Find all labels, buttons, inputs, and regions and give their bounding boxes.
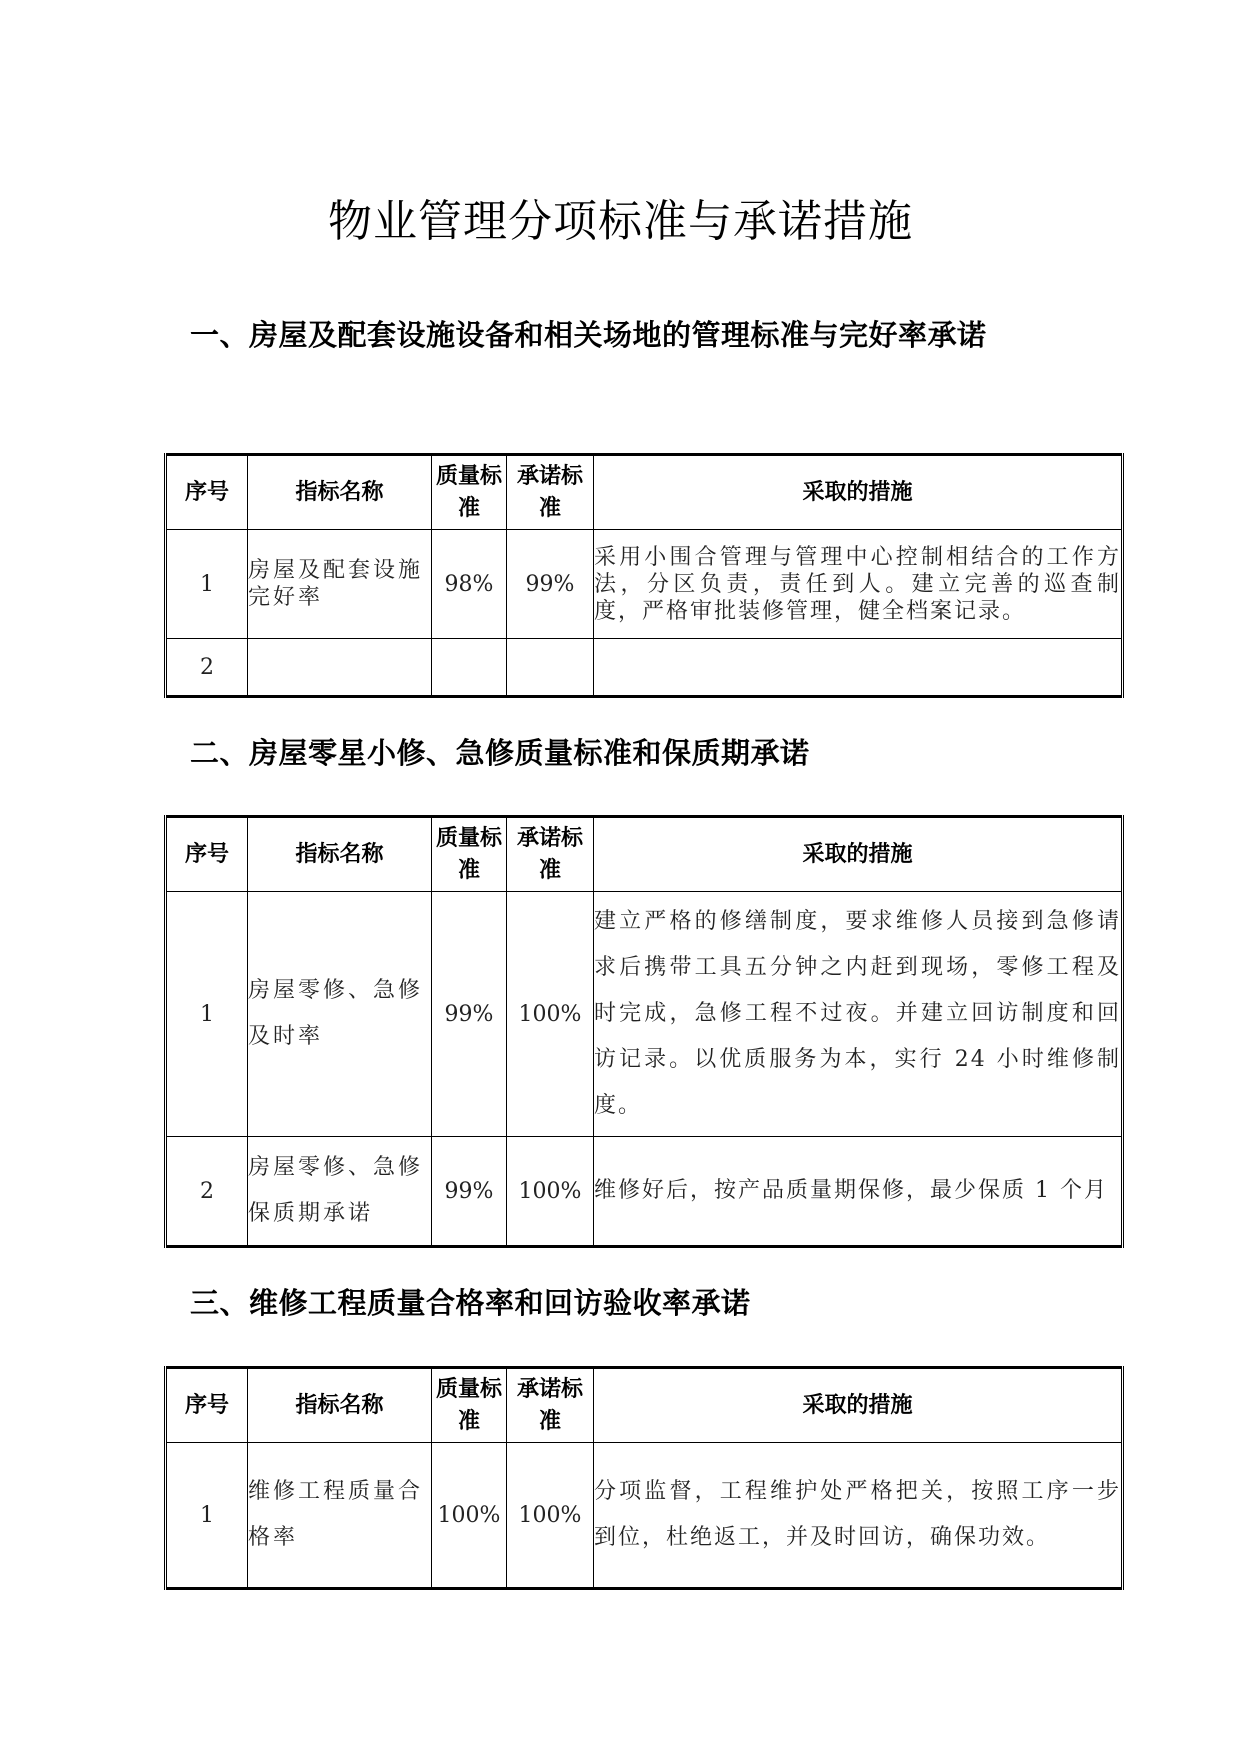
cell-quality: 99% (432, 1137, 507, 1247)
cell-seq: 2 (166, 1137, 248, 1247)
standards-table-3 (164, 1366, 1124, 1590)
header-quality: 质量标准 (432, 455, 507, 530)
header-name: 指标名称 (248, 455, 432, 530)
table-row (166, 530, 1123, 639)
table-row (166, 1137, 1123, 1247)
table-header-row (166, 455, 1123, 530)
cell-quality: 100% (432, 1443, 507, 1589)
cell-quality: 99% (432, 892, 507, 1137)
header-seq: 序号 (166, 1368, 248, 1443)
cell-seq: 1 (166, 530, 248, 639)
cell-name: 房屋零修、急修保质期承诺 (248, 1137, 432, 1247)
cell-name: 房屋零修、急修及时率 (248, 892, 432, 1137)
cell-name (248, 639, 432, 697)
cell-measures: 采用小围合管理与管理中心控制相结合的工作方法，分区负责，责任到人。建立完善的巡查制度，严格审批装修管理，健全档案记录。 (594, 530, 1123, 639)
header-name: 指标名称 (248, 1368, 432, 1443)
section-heading-3: 三、维修工程质量合格率和回访验收率承诺 (190, 1286, 751, 1320)
standards-table-2 (164, 815, 1124, 1248)
cell-name: 房屋及配套设施完好率 (248, 530, 432, 639)
section-heading-2: 二、房屋零星小修、急修质量标准和保质期承诺 (190, 736, 810, 770)
header-promise: 承诺标准 (507, 1368, 594, 1443)
table-header-row (166, 817, 1123, 892)
cell-seq: 1 (166, 1443, 248, 1589)
cell-promise: 100% (507, 1137, 594, 1247)
header-promise: 承诺标准 (507, 817, 594, 892)
cell-promise: 100% (507, 1443, 594, 1589)
cell-measures: 分项监督，工程维护处严格把关，按照工序一步到位，杜绝返工，并及时回访，确保功效。 (594, 1443, 1123, 1589)
cell-promise: 99% (507, 530, 594, 639)
cell-promise (507, 639, 594, 697)
cell-measures: 建立严格的修缮制度，要求维修人员接到急修请求后携带工具五分钟之内赶到现场，零修工程及时完成，急修工程不过夜。并建立回访制度和回访记录。以优质服务为本，实行 24 小时维修制度。 (594, 892, 1123, 1137)
cell-quality (432, 639, 507, 697)
cell-measures: 维修好后，按产品质量期保修，最少保质 1 个月 (594, 1137, 1123, 1247)
header-measures: 采取的措施 (594, 455, 1123, 530)
table-row (166, 1443, 1123, 1589)
header-seq: 序号 (166, 455, 248, 530)
header-quality: 质量标准 (432, 817, 507, 892)
header-seq: 序号 (166, 817, 248, 892)
cell-name: 维修工程质量合格率 (248, 1443, 432, 1589)
cell-promise: 100% (507, 892, 594, 1137)
header-name: 指标名称 (248, 817, 432, 892)
cell-seq: 2 (166, 639, 248, 697)
cell-measures (594, 639, 1123, 697)
header-promise: 承诺标准 (507, 455, 594, 530)
cell-seq: 1 (166, 892, 248, 1137)
document-title: 物业管理分项标准与承诺措施 (328, 196, 913, 247)
table-header-row (166, 1368, 1123, 1443)
table-row (166, 639, 1123, 697)
table-row (166, 892, 1123, 1137)
standards-table-1 (164, 453, 1124, 698)
header-quality: 质量标准 (432, 1368, 507, 1443)
header-measures: 采取的措施 (594, 1368, 1123, 1443)
header-measures: 采取的措施 (594, 817, 1123, 892)
cell-quality: 98% (432, 530, 507, 639)
section-heading-1: 一、房屋及配套设施设备和相关场地的管理标准与完好率承诺 (190, 318, 987, 352)
